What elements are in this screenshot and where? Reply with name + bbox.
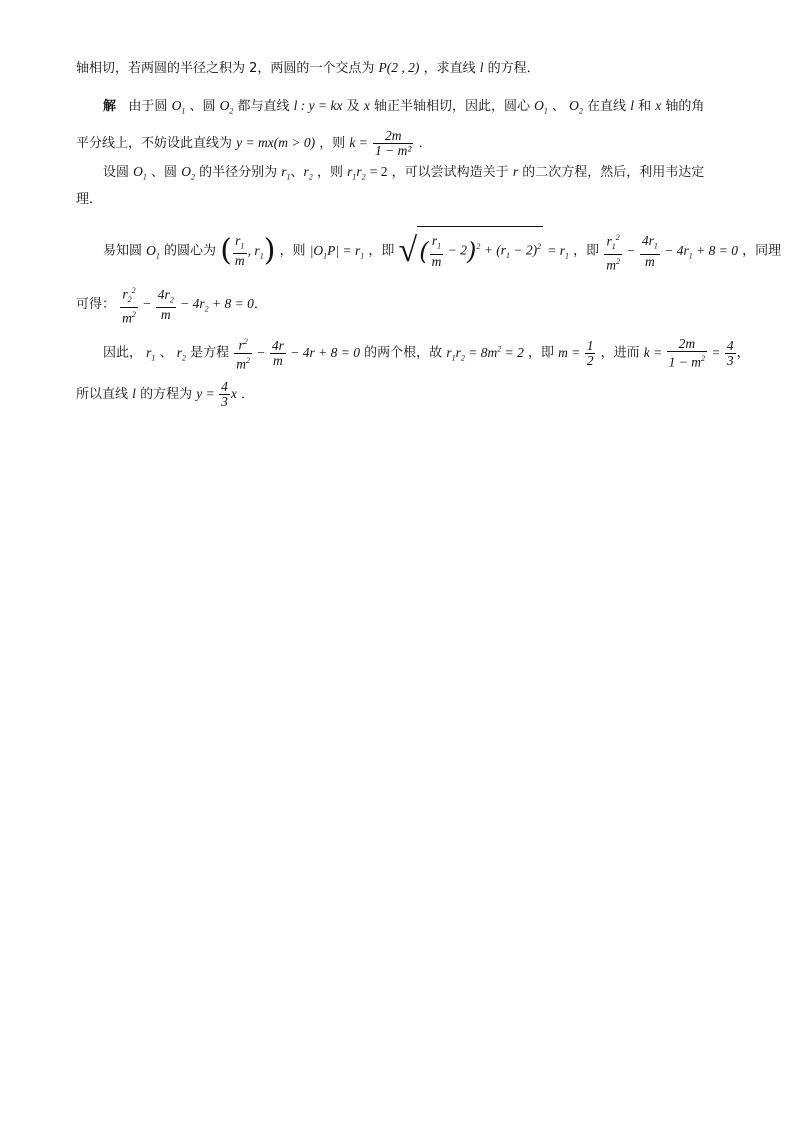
o2: $O_2$	[219, 98, 234, 116]
var-x: x	[363, 98, 370, 113]
var-l: l	[479, 60, 484, 75]
text: ，则	[319, 136, 346, 151]
text: ，即	[368, 243, 395, 259]
text: 平分线上，不妨设此直线为	[76, 136, 233, 151]
text: 设圆	[103, 165, 130, 180]
text: ，则	[316, 165, 343, 180]
r2: $r_2$	[176, 344, 186, 363]
o2: $O_2$	[569, 98, 583, 116]
solution-line-5: 易知圆 $O_1$ 的圆心为 ( $\frac{r_1}{m}$ , $r_1$) ，则 $|O_1P| = r_1$ ，即 √( $\frac{r_1}{m}$ − $2)^2 + (r_1 - 2)^2 = r_1$ ，即 $\frac{r_1^2}{m^2}$ − $\frac{4r_1}{m}$ − $4r_1 + 8 = 0$ ，同理	[103, 226, 749, 276]
var-x: x	[655, 98, 662, 113]
text: ，即	[573, 243, 600, 259]
var-r: r	[512, 164, 519, 179]
text: 的二次方程，然后，利用韦达定	[522, 165, 705, 180]
quadratic-r1: $\frac{r_1^2}{m^2}$ − $\frac{4r_1}{m}$ − $4r_1 + 8 = 0$	[606, 232, 738, 273]
text: 的方程．	[487, 61, 540, 76]
text: 、圆	[189, 99, 216, 114]
text: 所以直线	[76, 387, 129, 402]
o1: $O_1$	[171, 98, 186, 116]
text: 轴相切，若两圆的半径之积为 2，两圆的一个交点为	[76, 61, 375, 76]
text: 可得：	[76, 296, 116, 312]
text: 、	[552, 99, 566, 114]
r1r2: $r_1r_2$	[347, 164, 366, 182]
numerator: 2m	[373, 129, 413, 144]
solution-line-4	[76, 191, 722, 209]
text: 的圆心为	[164, 243, 217, 259]
solution-line-2	[76, 126, 722, 161]
problem-line-1	[76, 59, 722, 78]
text: 及	[346, 99, 360, 114]
text: ，即	[527, 345, 554, 361]
text: 在直线	[587, 99, 627, 114]
text: 的方程为	[140, 387, 193, 402]
text: ．	[240, 387, 254, 402]
bisector-eq: y = mx(m > 0)	[236, 135, 316, 150]
r1: $r_1$	[146, 344, 156, 363]
k-value: k = $\frac{2m}{1 - m^2}$ = $\frac{4}{3}$	[643, 336, 734, 370]
o1p-eq: $|O_1P| = r_1$	[309, 242, 365, 261]
var-l: l	[630, 98, 634, 113]
text: ，同理	[742, 243, 782, 259]
text: 的半径分别为	[199, 165, 278, 180]
text: 理．	[76, 192, 103, 207]
text: 都与直线	[237, 99, 290, 114]
text: 由于圆	[128, 99, 168, 114]
text: 轴正半轴相切，因此，圆心	[373, 99, 530, 114]
text: ．	[418, 136, 432, 151]
o1: $O_1$	[146, 242, 160, 261]
k-fraction	[373, 129, 413, 158]
k-eq: k =	[349, 135, 368, 150]
m-value: m = $\frac{1}{2}$	[558, 337, 594, 368]
o1: $O_1$	[133, 164, 147, 182]
text: ，	[736, 345, 750, 361]
quadratic-r: $\frac{r^2}{m^2}$ − $\frac{4r}{m}$ − 4r + 8 = 0	[236, 337, 361, 372]
solution-line-1	[103, 97, 749, 121]
text: 因此，	[103, 345, 143, 361]
text: 是方程	[190, 345, 230, 361]
text: 、圆	[151, 165, 178, 180]
center-fraction: $\frac{r_1}{m}$	[234, 232, 245, 269]
solution-line-7	[103, 331, 749, 376]
point-p: P(2 , 2)	[378, 60, 420, 75]
line-eq: l : y = kx	[293, 98, 343, 113]
solution-line-3: 设圆 $O_1$ 、圆 $O_2$ 的半径分别为 $r_1$、$r_2$ ，则 $r_1r_2 = 2$ ，可以尝试构造关于 r 的二次方程，然后，利用韦达定	[103, 164, 705, 182]
denominator: 1 − m²	[375, 143, 412, 158]
text: 和	[638, 99, 652, 114]
product-eq: $r_1r_2 = 8m^2 = 2$	[446, 344, 524, 363]
eq-2: = 2	[369, 164, 388, 179]
text: ，进而	[600, 345, 640, 361]
distance-sqrt: √( $\frac{r_1}{m}$ − $2)^2 + (r_1 - 2)^2$	[399, 226, 544, 276]
solution-line-8	[76, 376, 722, 413]
final-eq: y = $\frac{4}{3}$ x	[196, 379, 237, 410]
text: 易知圆	[103, 243, 143, 259]
quadratic-r2: $\frac{r_2^2}{m^2}$ − $\frac{4r_2}{m}$ − $4r_2 + 8 = 0$	[122, 286, 254, 326]
r1: $r_1$	[281, 164, 291, 182]
text: ，求直线	[423, 61, 476, 76]
solution-line-6: 可得： $\frac{r_2^2}{m^2}$ − $\frac{4r_2}{m}$ − $4r_2 + 8 = 0$．	[76, 286, 267, 326]
text: ，则	[279, 243, 306, 259]
text: 轴的角	[665, 99, 705, 114]
o2: $O_2$	[181, 164, 195, 182]
r2: $r_2$	[303, 164, 313, 182]
text: 的两个根，故	[364, 345, 443, 361]
solution-label: 解	[103, 99, 117, 114]
var-l: l	[132, 386, 136, 401]
o1: $O_1$	[534, 98, 548, 116]
text: 、	[159, 345, 173, 361]
text: ，可以尝试构造关于	[391, 165, 509, 180]
